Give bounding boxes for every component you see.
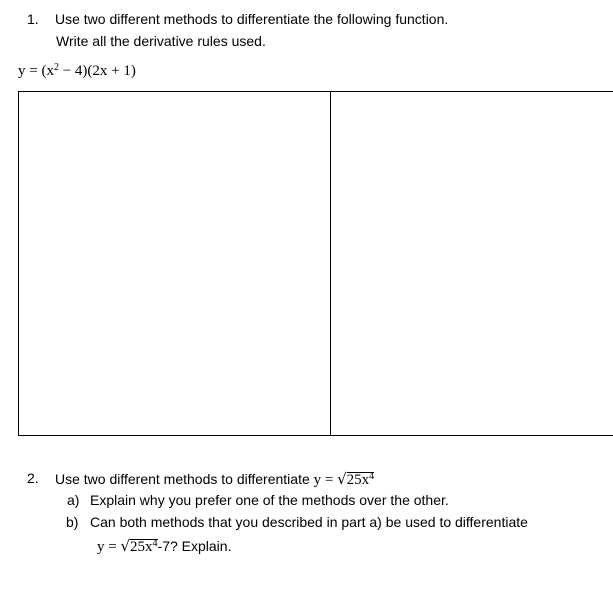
q2-equation xyxy=(314,472,375,488)
q2-part-b-math xyxy=(97,539,158,555)
q1-instruction: Use two different methods to differentiate the following function. xyxy=(55,11,449,27)
q2-instruction-text: Use two different methods to differentiate xyxy=(55,471,314,487)
answer-grid xyxy=(18,91,613,436)
q2-part-a-label: a) xyxy=(67,492,80,508)
q2-instruction xyxy=(55,470,374,489)
q2-part-b-suffix: -7? Explain. xyxy=(157,538,232,554)
q1-equation-exponent: 2 xyxy=(53,62,59,73)
q2-part-b-equation xyxy=(97,537,231,556)
q2-part-a-text: Explain why you prefer one of the methods over the other. xyxy=(90,492,449,508)
q1-instruction-rules: Write all the derivative rules used. xyxy=(56,33,266,49)
q1-equation-lhs: y = (x xyxy=(18,63,54,79)
q2-number: 2. xyxy=(27,470,39,486)
q1-number: 1. xyxy=(27,11,39,27)
q2-part-b-radicand-exponent: 4 xyxy=(152,538,158,549)
q2-radicand-exponent: 4 xyxy=(369,471,375,482)
q1-equation-rhs: − 4)(2x + 1) xyxy=(58,63,136,79)
q2-part-b-sqrt: $√25x^4$ xyxy=(120,537,158,555)
q2-sqrt: $√25x^4$ xyxy=(337,470,375,488)
q2-radicand: 25x xyxy=(346,472,370,488)
q2-part-b-radicand: 25x xyxy=(130,539,153,555)
answer-grid-divider xyxy=(330,92,331,435)
q1-equation xyxy=(18,63,136,80)
q2-part-b-equation-prefix: y = xyxy=(97,539,121,555)
q2-equation-prefix: y = xyxy=(313,472,338,488)
q2-part-b-label: b) xyxy=(66,514,79,530)
q2-part-b-text: Can both methods that you described in part a) be used to differentiate xyxy=(90,514,528,530)
